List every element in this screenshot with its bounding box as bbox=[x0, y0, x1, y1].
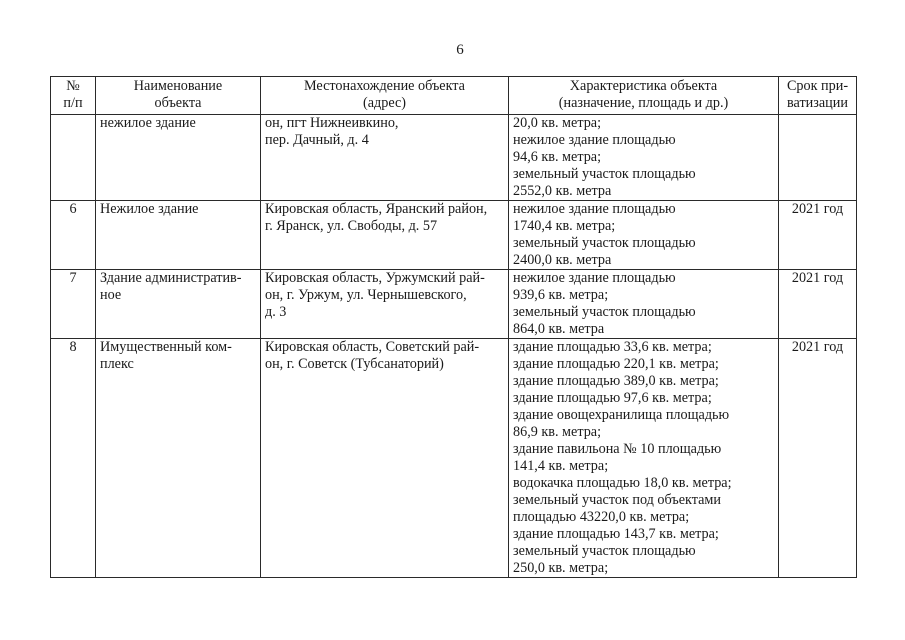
privatization-table bbox=[50, 76, 857, 578]
row-term: 2021 год bbox=[779, 339, 857, 578]
row-term: 2021 год bbox=[779, 201, 857, 270]
header-term-line: ватизации bbox=[787, 95, 848, 111]
row-name: нежилое здание bbox=[96, 115, 261, 201]
characteristics-line: земельный участок площадью bbox=[513, 543, 696, 559]
row-name: Нежилое здание bbox=[96, 201, 261, 270]
row-num: 7 bbox=[51, 270, 96, 339]
characteristics-line: земельный участок площадью bbox=[513, 304, 696, 320]
location-line: Кировская область, Уржумский рай- bbox=[265, 270, 485, 286]
characteristics-line: земельный участок площадью bbox=[513, 166, 696, 182]
header-name-line: объекта bbox=[154, 95, 202, 111]
location-line: Кировская область, Яранский район, bbox=[265, 201, 488, 217]
row-location bbox=[261, 270, 509, 339]
characteristics-line: 864,0 кв. метра bbox=[513, 321, 605, 337]
characteristics-line: земельный участок площадью bbox=[513, 235, 696, 251]
characteristics-line: водокачка площадью 18,0 кв. метра; bbox=[513, 475, 732, 491]
characteristics-line: здание площадью 33,6 кв. метра; bbox=[513, 339, 712, 355]
row-num bbox=[51, 115, 96, 201]
header-location-line: Местонахождение объекта bbox=[304, 78, 465, 94]
table-row bbox=[51, 201, 857, 270]
header-term bbox=[779, 77, 857, 115]
name-line: Имущественный ком- bbox=[100, 339, 232, 355]
location-line: он, пгт Нижнеивкино, bbox=[265, 115, 399, 131]
header-location-line: (адрес) bbox=[362, 95, 406, 111]
header-characteristics-line: (назначение, площадь и др.) bbox=[558, 95, 729, 111]
row-location bbox=[261, 201, 509, 270]
header-name bbox=[96, 77, 261, 115]
row-term bbox=[779, 115, 857, 201]
characteristics-line: 141,4 кв. метра; bbox=[513, 458, 609, 474]
header-name-line: Наименование bbox=[133, 78, 223, 94]
table-row bbox=[51, 339, 857, 578]
characteristics-line: 94,6 кв. метра; bbox=[513, 149, 602, 165]
header-num-line: № bbox=[66, 78, 80, 94]
header-term-line: Срок при- bbox=[786, 78, 849, 94]
location-line: г. Яранск, ул. Свободы, д. 57 bbox=[265, 218, 438, 234]
row-num: 6 bbox=[51, 201, 96, 270]
characteristics-line: 20,0 кв. метра; bbox=[513, 115, 602, 131]
characteristics-line: 1740,4 кв. метра; bbox=[513, 218, 616, 234]
characteristics-line: 939,6 кв. метра; bbox=[513, 287, 609, 303]
location-line: пер. Дачный, д. 4 bbox=[265, 132, 369, 148]
row-name bbox=[96, 270, 261, 339]
name-line: ное bbox=[100, 287, 122, 303]
location-line: д. 3 bbox=[265, 304, 287, 320]
location-line: Кировская область, Советский рай- bbox=[265, 339, 480, 355]
characteristics-line: здание площадью 220,1 кв. метра; bbox=[513, 356, 719, 372]
characteristics-line: 86,9 кв. метра; bbox=[513, 424, 602, 440]
characteristics-line: земельный участок под объектами bbox=[513, 492, 721, 508]
characteristics-line: здание павильона № 10 площадью bbox=[513, 441, 722, 457]
header-num bbox=[51, 77, 96, 115]
row-characteristics bbox=[509, 270, 779, 339]
name-line: плекс bbox=[100, 356, 134, 372]
characteristics-line: здание овощехранилища площадью bbox=[513, 407, 730, 423]
row-location bbox=[261, 115, 509, 201]
header-characteristics-line: Характеристика объекта bbox=[569, 78, 718, 94]
row-characteristics bbox=[509, 201, 779, 270]
header-characteristics bbox=[509, 77, 779, 115]
characteristics-line: нежилое здание площадью bbox=[513, 201, 676, 217]
characteristics-line: 2552,0 кв. метра bbox=[513, 183, 612, 199]
characteristics-line: 2400,0 кв. метра bbox=[513, 252, 612, 268]
name-line: Здание административ- bbox=[100, 270, 242, 286]
row-term: 2021 год bbox=[779, 270, 857, 339]
row-name bbox=[96, 339, 261, 578]
characteristics-line: здание площадью 97,6 кв. метра; bbox=[513, 390, 712, 406]
header-num-line: п/п bbox=[63, 95, 83, 111]
table-header-row bbox=[51, 77, 857, 115]
characteristics-line: здание площадью 143,7 кв. метра; bbox=[513, 526, 719, 542]
row-location bbox=[261, 339, 509, 578]
characteristics-line: площадью 43220,0 кв. метра; bbox=[513, 509, 690, 525]
location-line: он, г. Уржум, ул. Чернышевского, bbox=[265, 287, 467, 303]
characteristics-line: здание площадью 389,0 кв. метра; bbox=[513, 373, 719, 389]
row-characteristics bbox=[509, 339, 779, 578]
row-characteristics bbox=[509, 115, 779, 201]
table-row bbox=[51, 270, 857, 339]
characteristics-line: нежилое здание площадью bbox=[513, 270, 676, 286]
header-location bbox=[261, 77, 509, 115]
location-line: он, г. Советск (Тубсанаторий) bbox=[265, 356, 444, 372]
row-num: 8 bbox=[51, 339, 96, 578]
characteristics-line: нежилое здание площадью bbox=[513, 132, 676, 148]
page-number: 6 bbox=[456, 42, 464, 58]
table-row bbox=[51, 115, 857, 201]
characteristics-line: 250,0 кв. метра; bbox=[513, 560, 609, 576]
